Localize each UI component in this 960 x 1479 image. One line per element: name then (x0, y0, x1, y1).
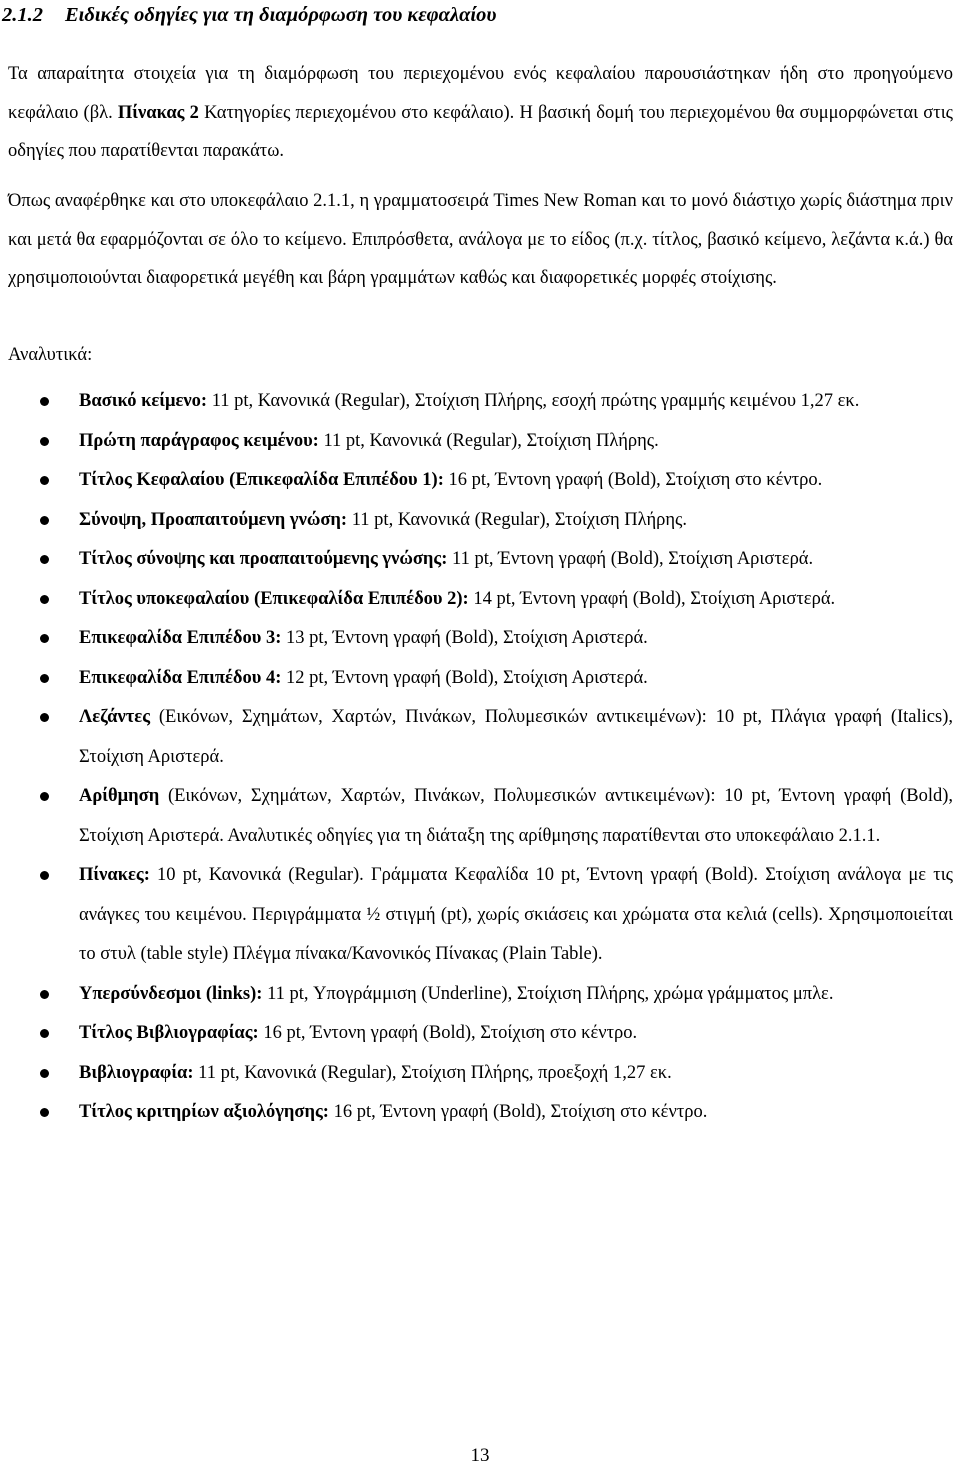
bullet-icon (40, 1069, 49, 1078)
bullet-icon (40, 595, 49, 604)
bullet-icon (40, 990, 49, 999)
spec-label: Επικεφαλίδα Επιπέδου 3: (79, 628, 282, 648)
spec-label: Βασικό κείμενο: (79, 391, 208, 411)
bullet-icon (40, 1029, 49, 1038)
page-number: 13 (470, 1445, 490, 1466)
spec-text: (Εικόνων, Σχημάτων, Χαρτών, Πινάκων, Πολυμεσικών αντικειμένων): 10 pt, Πλάγια γραφή (Italics), Στοίχιση Αριστερά. (79, 707, 953, 767)
spec-text: 10 pt, Κανονικά (Regular). Γράμματα Κεφαλίδα 10 pt, Έντονη γραφή (Bold). Στοίχιση ανάλογα με τις ανάγκες του κειμένου. Περιγράμματα ½ στιγμή (pt), χωρίς σκιάσεις και χρώματα στα κελιά (cells). Χρησιμοποιείται το στυλ (table style) Πλέγμα πίνακα/Κανονικός Πίνακας (Plain Table). (79, 865, 953, 964)
spec-label: Πρώτη παράγραφος κειμένου: (79, 430, 319, 451)
list-item (0, 698, 953, 777)
intro-text-end: Κατηγορίες περιεχομένου στο κεφάλαιο). Η βασική δομή του περιεχομένου θα συμμορφώνεται στις οδηγίες που παρατίθενται παρακάτω. (8, 102, 954, 161)
bullet-icon (40, 1108, 49, 1117)
section-number: 2.1.2 (2, 4, 43, 26)
section-heading (2, 2, 496, 28)
table-reference: Πίνακας 2 (117, 102, 199, 123)
spec-label: Σύνοψη, Προαπαιτούμενη γνώση: (79, 509, 348, 530)
spec-label: Αρίθμηση (79, 786, 160, 806)
list-item (0, 975, 953, 1015)
bullet-icon (40, 516, 49, 525)
bullet-icon (40, 555, 49, 564)
spec-label: Τίτλος υποκεφαλαίου (Επικεφαλίδα Επιπέδου 2): (79, 588, 469, 609)
bullet-icon (40, 437, 49, 446)
list-item (0, 422, 953, 462)
list-item (0, 659, 953, 699)
bullet-icon (40, 674, 49, 683)
spec-text: 16 pt, Έντονη γραφή (Bold), Στοίχιση στο κέντρο. (258, 1023, 638, 1043)
list-item (0, 461, 953, 501)
bullet-icon (40, 476, 49, 485)
spec-label: Τίτλος σύνοψης και προαπαιτούμενης γνώσης: (79, 549, 448, 569)
bullet-icon (40, 397, 49, 406)
spec-text: 12 pt, Έντονη γραφή (Bold), Στοίχιση Αριστερά. (281, 667, 648, 688)
spec-label: Λεζάντες (79, 707, 151, 727)
bullet-icon (40, 792, 49, 801)
spec-label: Επικεφαλίδα Επιπέδου 4: (79, 667, 282, 688)
bullet-icon (40, 713, 49, 722)
bullet-icon (40, 871, 49, 880)
spec-text: 11 pt, Κανονικά (Regular), Στοίχιση Πλήρης. (318, 430, 659, 451)
spec-label: Πίνακες: (79, 865, 150, 885)
spec-label: Τίτλος Βιβλιογραφίας: (79, 1023, 259, 1043)
spec-text: 11 pt, Κανονικά (Regular), Στοίχιση Πλήρης, προεξοχή 1,27 εκ. (193, 1062, 672, 1083)
spec-text: 11 pt, Υπογράμμιση (Underline), Στοίχιση Πλήρης, χρώμα γράμματος μπλε. (262, 983, 834, 1004)
spec-label: Τίτλος Κεφαλαίου (Επικεφαλίδα Επιπέδου 1): (79, 470, 444, 490)
list-item (0, 777, 953, 856)
list-item (0, 501, 953, 541)
intro-text-start: Τα απαραίτητα στοιχεία για τη διαμόρφωση του περιεχομένου ενός κεφαλαίου παρουσιάστηκαν ήδη στο προηγούμενο κεφάλαιο (βλ. (8, 64, 953, 123)
spec-label: Υπερσύνδεσμοι (links): (79, 983, 263, 1004)
spec-text: 16 pt, Έντονη γραφή (Bold), Στοίχιση στο κέντρο. (443, 470, 823, 490)
spec-label: Βιβλιογραφία: (79, 1062, 194, 1083)
spec-text: 14 pt, Έντονη γραφή (Bold), Στοίχιση Αριστερά. (468, 588, 836, 609)
spec-label: Τίτλος κριτηρίων αξιολόγησης: (79, 1102, 329, 1122)
list-item (0, 619, 953, 659)
bullet-icon (40, 634, 49, 643)
spec-text: 16 pt, Έντονη γραφή (Bold), Στοίχιση στο κέντρο. (328, 1102, 708, 1122)
spec-text: 11 pt, Κανονικά (Regular), Στοίχιση Πλήρης. (347, 509, 688, 530)
list-item (0, 1014, 953, 1054)
section-title: Ειδικές οδηγίες για τη διαμόρφωση του κεφαλαίου (65, 4, 497, 26)
list-item (0, 1093, 953, 1133)
spec-text: 13 pt, Έντονη γραφή (Bold), Στοίχιση Αριστερά. (281, 628, 648, 648)
list-item (0, 1054, 953, 1094)
list-item (0, 856, 953, 975)
spec-text: (Εικόνων, Σχημάτων, Χαρτών, Πινάκων, Πολυμεσικών αντικειμένων): 10 pt, Έντονη γραφή (Bold), Στοίχιση Αριστερά. Αναλυτικές οδηγίες για τη διάταξη της αρίθμησης παρατίθενται στο υποκεφάλαιο 2.1.1. (79, 786, 953, 846)
intro-paragraph (8, 55, 953, 171)
list-item (0, 382, 953, 422)
list-item (0, 580, 953, 620)
font-paragraph: Όπως αναφέρθηκε και στο υποκεφάλαιο 2.1.1, η γραμματοσειρά Times New Roman και το μονό διάστιχο χωρίς διάστημα πριν και μετά θα εφαρμόζονται σε όλο το κείμενο. Επιπρόσθετα, ανάλογα με το είδος (π.χ. τίτλος, βασικό κείμενο, λεζάντα κ.ά.) θα χρησιμοποιούνται διαφορετικά μεγέθη και βάρη γραμμάτων καθώς και διαφορετικές μορφές στοίχισης. (8, 191, 953, 288)
details-label: Αναλυτικά: (8, 345, 93, 365)
spec-text: 11 pt, Έντονη γραφή (Bold), Στοίχιση Αριστερά. (447, 549, 814, 569)
formatting-spec-list (0, 382, 953, 1133)
list-item (0, 540, 953, 580)
spec-text: 11 pt, Κανονικά (Regular), Στοίχιση Πλήρης, εσοχή πρώτης γραμμής κειμένου 1,27 εκ. (207, 391, 860, 411)
